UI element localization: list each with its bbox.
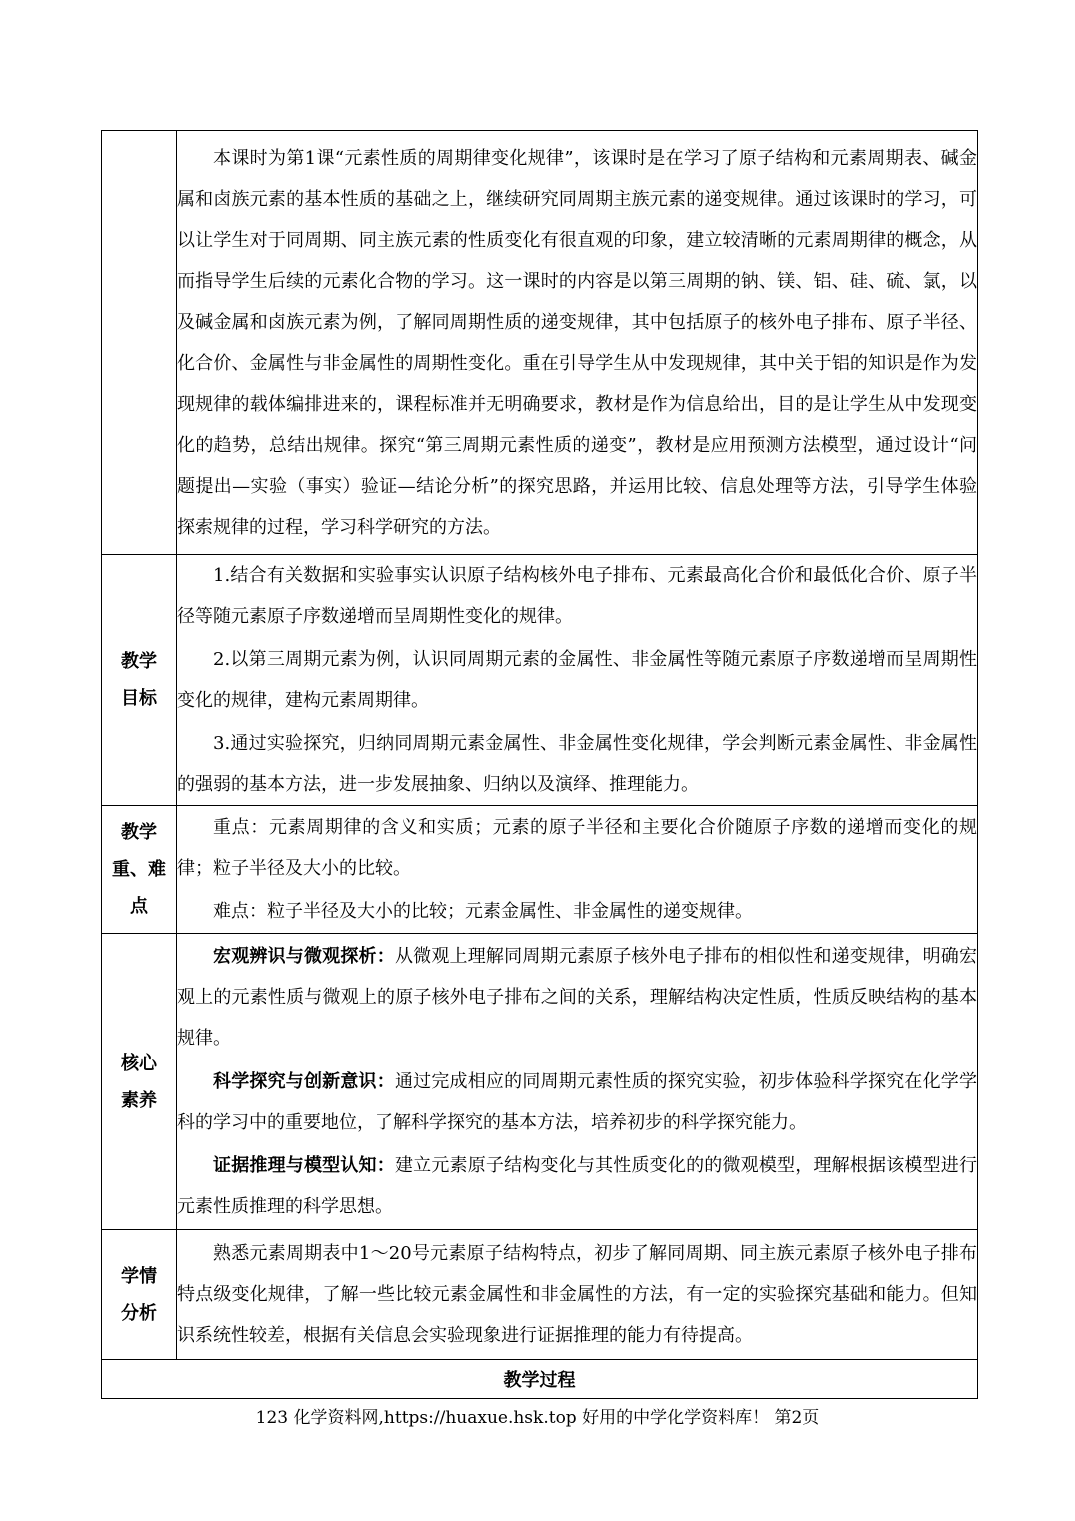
page-footer: 123 化学资料网,https://huaxue.hsk.top 好用的中学化学资料库！ 第2页: [255, 1408, 820, 1428]
literacy-item-2-lead: 科学探究与创新意识：: [213, 1071, 395, 1092]
objective-item-2: 2.以第三周期元素为例，认识同周期元素的金属性、非金属性等随元素原子序数递增而呈周期性变化的规律，建构元素周期律。: [177, 649, 977, 711]
students-label-cell: [102, 1230, 177, 1360]
literacy-item-2-text: 通过完成相应的同周期元素性质的探究实验，初步体验科学探究在化学学科的学习中的重要地位，了解科学探究的基本方法，培养初步的科学探究能力。: [177, 1071, 977, 1133]
literacy-item-3-lead: 证据推理与模型认知：: [213, 1155, 395, 1176]
literacy-item-1-lead: 宏观辨识与微观探析：: [213, 946, 395, 967]
key-points-label-line1: 教学: [121, 822, 157, 843]
students-row: [102, 1230, 978, 1360]
analysis-content-cell: [177, 131, 978, 555]
analysis-paragraph: 本课时为第1课“元素性质的周期律变化规律”，该课时是在学习了原子结构和元素周期表、碱金属和卤族元素的基本性质的基础之上，继续研究同周期主族元素的递变规律。通过该课时的学习，可以让学生对于同周期、同主族元素的性质变化有很直观的印象，建立较清晰的元素周期律的概念，从而指导学生后续的元素化合物的学习。这一课时的内容是以第三周期的钠、镁、铝、硅、硫、氯，以及碱金属和卤族元素为例，了解同周期性质的递变规律，其中包括原子的核外电子排布、原子半径、化合价、金属性与非金属性的周期性变化。重在引导学生从中发现规律，其中关于铝的知识是作为发现规律的载体编排进来的，课程标准并无明确要求，教材是作为信息给出，目的是让学生从中发现变化的趋势，总结出规律。探究“第三周期元素性质的递变”，教材是应用预测方法模型，通过设计“问题提出—实验（事实）验证—结论分析”的探究思路，并运用比较、信息处理等方法，引导学生体验探索规律的过程，学习科学研究的方法。: [177, 147, 977, 538]
objectives-label-cell: [102, 555, 177, 806]
key-points-row: [102, 806, 978, 934]
key-points-content-cell: [177, 806, 978, 934]
objectives-label-line1: 教学: [121, 651, 157, 672]
objectives-row: [102, 555, 978, 806]
literacy-item-3-text: 建立元素原子结构变化与其性质变化的的微观模型，理解根据该模型进行元素性质推理的科学思想。: [177, 1155, 977, 1217]
literacy-content-cell: [177, 934, 978, 1230]
lesson-plan-table: [101, 130, 978, 1399]
literacy-item-1-text: 从微观上理解同周期元素原子核外电子排布的相似性和递变规律，明确宏观上的元素性质与微观上的原子核外电子排布之间的关系，理解结构决定性质，性质反映结构的基本规律。: [177, 946, 977, 1049]
process-row: [102, 1360, 978, 1399]
key-points-label-cell: [102, 806, 177, 934]
key-points-label-line2: 重、难: [112, 859, 166, 880]
analysis-label-cell: [102, 131, 177, 555]
key-point-focus: 重点：元素周期律的含义和实质；元素的原子半径和主要化合价随原子序数的递增而变化的规律；粒子半径及大小的比较。: [177, 817, 977, 879]
students-content-cell: [177, 1230, 978, 1360]
literacy-label-line1: 核心: [121, 1052, 157, 1074]
literacy-item-2: [177, 1061, 977, 1143]
process-heading: 教学过程: [102, 1360, 978, 1399]
key-points-label-line3: 点: [130, 896, 148, 917]
objectives-label-line2: 目标: [121, 688, 157, 709]
literacy-item-3: [177, 1145, 977, 1227]
literacy-row: [102, 934, 978, 1230]
objective-item-1: 1.结合有关数据和实验事实认识原子结构核外电子排布、元素最高化合价和最低化合价、原子半径等随元素原子序数递增而呈周期性变化的规律。: [177, 565, 977, 627]
objectives-content-cell: [177, 555, 978, 806]
key-point-difficulty: 难点：粒子半径及大小的比较；元素金属性、非金属性的递变规律。: [213, 901, 753, 922]
literacy-label-line2: 素养: [121, 1089, 157, 1111]
analysis-row: [102, 131, 978, 555]
students-label-line2: 分析: [121, 1302, 157, 1324]
literacy-label-cell: [102, 934, 177, 1230]
objective-item-3: 3.通过实验探究，归纳同周期元素金属性、非金属性变化规律，学会判断元素金属性、非金属性的强弱的基本方法，进一步发展抽象、归纳以及演绎、推理能力。: [177, 733, 977, 795]
students-label-line1: 学情: [121, 1265, 157, 1287]
literacy-item-1: [177, 936, 977, 1059]
students-paragraph: 熟悉元素周期表中1～20号元素原子结构特点，初步了解同周期、同主族元素原子核外电子排布特点级变化规律，了解一些比较元素金属性和非金属性的方法，有一定的实验探究基础和能力。但知识系统性较差，根据有关信息会实验现象进行证据推理的能力有待提高。: [177, 1243, 977, 1346]
